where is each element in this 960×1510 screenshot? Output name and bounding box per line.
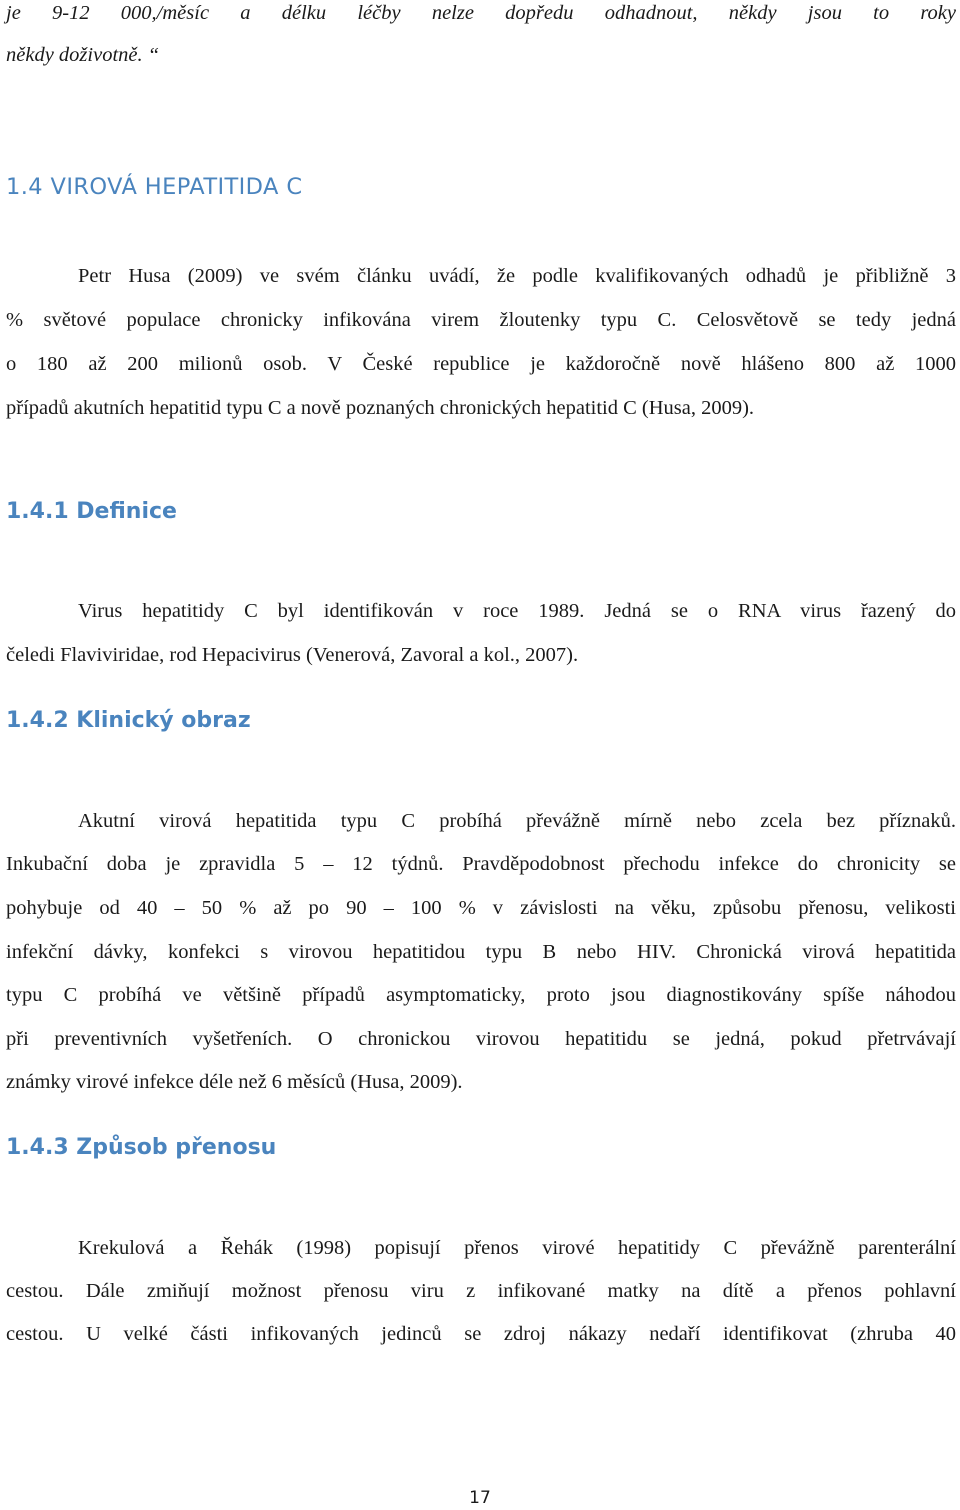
section-heading-1-4-1: 1.4.1 Definice xyxy=(6,499,177,524)
paragraph-line: infekční dávky, konfekci s virovou hepatitidou typu B nebo HIV. Chronická virová hepatitida xyxy=(6,941,956,963)
section-heading-1-4: 1.4 VIROVÁ HEPATITIDA C xyxy=(6,174,303,200)
paragraph-line: případů akutních hepatitid typu C a nově poznaných chronických hepatitid C (Husa, 2009). xyxy=(6,397,755,419)
paragraph-line: známky virové infekce déle než 6 měsíců (Husa, 2009). xyxy=(6,1071,463,1093)
paragraph-line: Inkubační doba je zpravidla 5 – 12 týdnů. Pravděpodobnost přechodu infekce do chronicity se xyxy=(6,853,956,875)
intro-line: je 9-12 000,/měsíc a délku léčby nelze dopředu odhadnout, někdy jsou to roky xyxy=(6,2,956,24)
paragraph-line: Petr Husa (2009) ve svém článku uvádí, že podle kvalifikovaných odhadů je přibližně 3 xyxy=(78,265,956,287)
paragraph-line: % světové populace chronicky infikována virem žloutenky typu C. Celosvětově se tedy jedná xyxy=(6,309,956,331)
paragraph-line: při preventivních vyšetřeních. O chronickou virovou hepatitidu se jedná, pokud přetrvávají xyxy=(6,1028,956,1050)
section-heading-1-4-3: 1.4.3 Způsob přenosu xyxy=(6,1135,277,1160)
paragraph-line: typu C probíhá ve většině případů asymptomaticky, proto jsou diagnostikovány spíše náhodou xyxy=(6,984,956,1006)
paragraph-line: čeledi Flaviviridae, rod Hepacivirus (Venerová, Zavoral a kol., 2007). xyxy=(6,644,579,666)
paragraph-line: Krekulová a Řehák (1998) popisují přenos virové hepatitidy C převážně parenterální xyxy=(78,1237,956,1259)
paragraph-line: Virus hepatitidy C byl identifikován v roce 1989. Jedná se o RNA virus řazený do xyxy=(78,600,956,622)
paragraph-line: Akutní virová hepatitida typu C probíhá převážně mírně nebo zcela bez příznaků. xyxy=(78,810,956,832)
paragraph-line: o 180 až 200 milionů osob. V České republice je každoročně nově hlášeno 800 až 1000 xyxy=(6,353,956,375)
paragraph-line: cestou. Dále zmiňují možnost přenosu viru z infikované matky na dítě a přenos pohlavní xyxy=(6,1280,956,1302)
section-heading-1-4-2: 1.4.2 Klinický obraz xyxy=(6,708,251,733)
intro-line: někdy doživotně. “ xyxy=(6,44,160,66)
paragraph-line: pohybuje od 40 – 50 % až po 90 – 100 % v závislosti na věku, způsobu přenosu, velikosti xyxy=(6,897,956,919)
paragraph-line: cestou. U velké části infikovaných jedinců se zdroj nákazy nedaří identifikovat (zhruba 40 xyxy=(6,1323,956,1345)
page-number: 17 xyxy=(469,1488,491,1508)
